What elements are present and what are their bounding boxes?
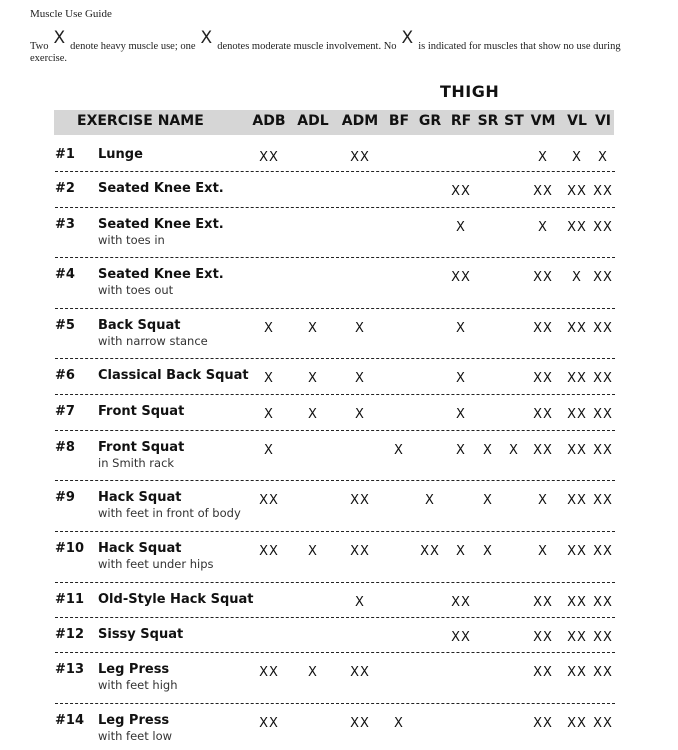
exercise-number: #14	[55, 713, 84, 728]
muscle-use-mark-rf: XX	[451, 630, 471, 645]
muscle-use-mark-rf: XX	[451, 270, 471, 285]
exercise-name: Seated Knee Ext.	[98, 267, 224, 282]
muscle-use-mark-adm: X	[355, 371, 365, 386]
header-st: ST	[504, 113, 524, 129]
muscle-use-mark-bf: X	[394, 716, 404, 731]
muscle-use-mark-adm: X	[355, 595, 365, 610]
exercise-variation: with narrow stance	[98, 334, 208, 348]
header-rf: RF	[450, 113, 472, 129]
muscle-use-mark-adl: X	[308, 407, 318, 422]
muscle-group-title: THIGH	[440, 82, 500, 101]
muscle-use-mark-vi: XX	[593, 407, 613, 422]
exercise-variation: with feet high	[98, 678, 178, 692]
row-divider	[55, 703, 615, 704]
muscle-use-mark-adb: XX	[259, 150, 279, 165]
row-divider	[55, 207, 615, 208]
muscle-use-mark-rf: X	[456, 544, 466, 559]
row-divider	[55, 257, 615, 258]
muscle-use-mark-adm: XX	[350, 493, 370, 508]
legend-text-two: Two	[30, 41, 49, 52]
muscle-use-mark-vm: X	[538, 150, 548, 165]
muscle-use-mark-adm: XX	[350, 544, 370, 559]
exercise-variation: with feet in front of body	[98, 506, 241, 520]
row-divider	[55, 582, 615, 583]
exercise-variation: with feet low	[98, 729, 173, 743]
exercise-variation: in Smith rack	[98, 456, 175, 470]
header-vi: VI	[594, 113, 612, 129]
muscle-use-mark-vl: XX	[567, 220, 587, 235]
muscle-use-mark-bf: X	[394, 443, 404, 458]
muscle-use-mark-vm: XX	[533, 270, 553, 285]
heavy-use-x-icon: X	[53, 28, 66, 48]
header-vl: VL	[567, 113, 587, 129]
muscle-use-mark-vl: XX	[567, 544, 587, 559]
exercise-number: #1	[55, 147, 75, 162]
muscle-use-mark-adm: XX	[350, 665, 370, 680]
muscle-use-mark-vm: XX	[533, 630, 553, 645]
legend-text-heavy: denote heavy muscle use; one	[70, 41, 196, 52]
muscle-use-mark-vm: X	[538, 544, 548, 559]
muscle-use-mark-adb: X	[264, 371, 274, 386]
exercise-name: Old-Style Hack Squat	[98, 592, 254, 607]
muscle-use-mark-vi: XX	[593, 443, 613, 458]
row-divider	[55, 480, 615, 481]
muscle-use-mark-vi: XX	[593, 595, 613, 610]
muscle-use-mark-vm: XX	[533, 443, 553, 458]
muscle-use-mark-gr: X	[425, 493, 435, 508]
muscle-use-mark-adb: X	[264, 407, 274, 422]
header-bf: BF	[388, 113, 410, 129]
header-exercise-name: EXERCISE NAME	[77, 113, 204, 129]
muscle-use-mark-vm: XX	[533, 407, 553, 422]
muscle-use-mark-rf: X	[456, 443, 466, 458]
muscle-use-mark-vl: XX	[567, 321, 587, 336]
exercise-name: Sissy Squat	[98, 627, 184, 642]
exercise-number: #2	[55, 181, 75, 196]
muscle-use-mark-adb: XX	[259, 716, 279, 731]
muscle-use-mark-adl: X	[308, 544, 318, 559]
muscle-use-mark-vl: XX	[567, 371, 587, 386]
row-divider	[55, 652, 615, 653]
muscle-use-mark-sr: X	[483, 443, 493, 458]
muscle-use-mark-vi: XX	[593, 220, 613, 235]
header-adl: ADL	[297, 113, 329, 129]
exercise-number: #11	[55, 592, 84, 607]
muscle-use-mark-adb: XX	[259, 665, 279, 680]
muscle-use-mark-vi: XX	[593, 184, 613, 199]
muscle-use-mark-adm: X	[355, 407, 365, 422]
muscle-use-mark-adb: XX	[259, 493, 279, 508]
muscle-use-mark-vi: XX	[593, 665, 613, 680]
muscle-use-mark-rf: X	[456, 371, 466, 386]
exercise-number: #5	[55, 318, 75, 333]
header-adb: ADB	[252, 113, 286, 129]
muscle-use-mark-vm: XX	[533, 184, 553, 199]
muscle-use-mark-rf: X	[456, 321, 466, 336]
muscle-use-mark-rf: X	[456, 220, 466, 235]
exercise-name: Seated Knee Ext.	[98, 181, 224, 196]
muscle-use-mark-vl: X	[572, 150, 582, 165]
exercise-name: Hack Squat	[98, 490, 182, 505]
row-divider	[55, 358, 615, 359]
header-gr: GR	[418, 113, 442, 129]
muscle-use-mark-vl: XX	[567, 595, 587, 610]
row-divider	[55, 394, 615, 395]
exercise-name: Leg Press	[98, 662, 170, 677]
row-divider	[55, 531, 615, 532]
muscle-use-mark-gr: XX	[420, 544, 440, 559]
muscle-use-mark-sr: X	[483, 544, 493, 559]
muscle-use-mark-adb: X	[264, 443, 274, 458]
muscle-use-mark-rf: X	[456, 407, 466, 422]
muscle-use-mark-adm: X	[355, 321, 365, 336]
muscle-use-mark-adm: XX	[350, 150, 370, 165]
muscle-use-mark-vm: XX	[533, 665, 553, 680]
muscle-use-mark-adl: X	[308, 665, 318, 680]
exercise-name: Seated Knee Ext.	[98, 217, 224, 232]
muscle-use-mark-vi: XX	[593, 493, 613, 508]
muscle-use-mark-vl: X	[572, 270, 582, 285]
muscle-use-mark-vl: XX	[567, 665, 587, 680]
muscle-use-mark-rf: XX	[451, 184, 471, 199]
muscle-use-mark-vm: XX	[533, 371, 553, 386]
muscle-use-mark-adb: X	[264, 321, 274, 336]
muscle-use-mark-vl: XX	[567, 443, 587, 458]
exercise-number: #3	[55, 217, 75, 232]
muscle-use-mark-vi: XX	[593, 321, 613, 336]
exercise-number: #8	[55, 440, 75, 455]
row-divider	[55, 430, 615, 431]
muscle-use-mark-vi: X	[598, 150, 608, 165]
row-divider	[55, 171, 615, 172]
exercise-number: #9	[55, 490, 75, 505]
exercise-name: Front Squat	[98, 404, 185, 419]
muscle-use-mark-adl: X	[308, 321, 318, 336]
muscle-use-mark-vi: XX	[593, 371, 613, 386]
exercise-name: Leg Press	[98, 713, 170, 728]
no-use-x-icon: X	[401, 28, 414, 48]
header-vm: VM	[530, 113, 556, 129]
row-divider	[55, 617, 615, 618]
muscle-use-mark-vm: XX	[533, 716, 553, 731]
exercise-number: #4	[55, 267, 75, 282]
muscle-use-mark-vi: XX	[593, 544, 613, 559]
muscle-use-mark-rf: XX	[451, 595, 471, 610]
muscle-use-mark-vi: XX	[593, 270, 613, 285]
exercise-number: #10	[55, 541, 84, 556]
exercise-number: #7	[55, 404, 75, 419]
muscle-use-mark-vl: XX	[567, 407, 587, 422]
muscle-use-mark-vi: XX	[593, 716, 613, 731]
exercise-variation: with toes out	[98, 283, 174, 297]
moderate-use-x-icon: X	[200, 28, 213, 48]
muscle-use-mark-vm: X	[538, 220, 548, 235]
header-adm: ADM	[341, 113, 379, 129]
exercise-number: #13	[55, 662, 84, 677]
muscle-use-mark-st: X	[509, 443, 519, 458]
muscle-use-mark-sr: X	[483, 493, 493, 508]
muscle-use-mark-vl: XX	[567, 184, 587, 199]
exercise-variation: with feet under hips	[98, 557, 214, 571]
exercise-name: Lunge	[98, 147, 143, 162]
header-sr: SR	[477, 113, 499, 129]
page-title: Muscle Use Guide	[30, 8, 112, 20]
muscle-use-mark-vl: XX	[567, 493, 587, 508]
exercise-name: Back Squat	[98, 318, 181, 333]
exercise-number: #12	[55, 627, 84, 642]
muscle-use-mark-vm: XX	[533, 321, 553, 336]
muscle-use-mark-adb: XX	[259, 544, 279, 559]
muscle-use-mark-vm: X	[538, 493, 548, 508]
muscle-use-mark-vi: XX	[593, 630, 613, 645]
muscle-use-mark-vl: XX	[567, 630, 587, 645]
exercise-name: Classical Back Squat	[98, 368, 249, 383]
legend-text-moderate: denotes moderate muscle involvement. No	[217, 41, 397, 52]
row-divider	[55, 308, 615, 309]
muscle-use-mark-vl: XX	[567, 716, 587, 731]
muscle-use-mark-adl: X	[308, 371, 318, 386]
exercise-number: #6	[55, 368, 75, 383]
exercise-name: Front Squat	[98, 440, 185, 455]
legend-text-none: is indicated for muscles that show no use during exercise.	[30, 41, 621, 64]
muscle-use-mark-adm: XX	[350, 716, 370, 731]
muscle-use-mark-vm: XX	[533, 595, 553, 610]
exercise-name: Hack Squat	[98, 541, 182, 556]
legend	[30, 28, 650, 65]
exercise-variation: with toes in	[98, 233, 165, 247]
